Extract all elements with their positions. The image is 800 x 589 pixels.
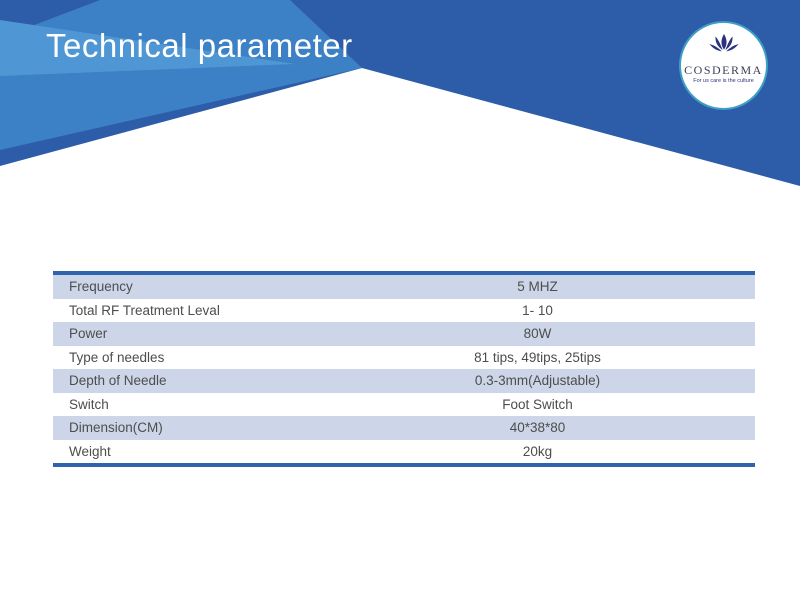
table-row [53, 346, 755, 370]
spec-value: 1- 10 [522, 302, 553, 318]
spec-value: 5 MHZ [517, 279, 558, 295]
spec-table [53, 271, 755, 467]
table-row [53, 393, 755, 417]
table-row [53, 440, 755, 464]
brand-logo [679, 21, 768, 110]
lotus-icon [707, 32, 741, 58]
spec-label: Weight [69, 443, 111, 459]
spec-label: Dimension(CM) [69, 420, 163, 436]
spec-label: Power [69, 326, 108, 342]
brand-tagline: For us care is the culture [693, 78, 754, 84]
spec-value: 80W [523, 326, 552, 342]
table-row [53, 369, 755, 393]
brand-name: COSDERMA [684, 63, 763, 77]
spec-value: 20kg [522, 443, 553, 459]
spec-value: 81 tips, 49tips, 25tips [474, 349, 601, 365]
table-row [53, 416, 755, 440]
table-row [53, 322, 755, 346]
header-light-polygon [0, 0, 362, 150]
spec-value: 40*38*80 [509, 420, 566, 436]
spec-label: Frequency [69, 279, 133, 295]
table-row [53, 299, 755, 323]
spec-value: Foot Switch [502, 396, 573, 412]
spec-label: Type of needles [69, 349, 165, 365]
spec-label: Switch [69, 396, 109, 412]
page-title: Technical parameter [46, 27, 353, 64]
spec-label: Total RF Treatment Leval [69, 302, 220, 318]
table-row [53, 275, 755, 299]
spec-value: 0.3-3mm(Adjustable) [474, 373, 601, 389]
spec-label: Depth of Needle [69, 373, 167, 389]
